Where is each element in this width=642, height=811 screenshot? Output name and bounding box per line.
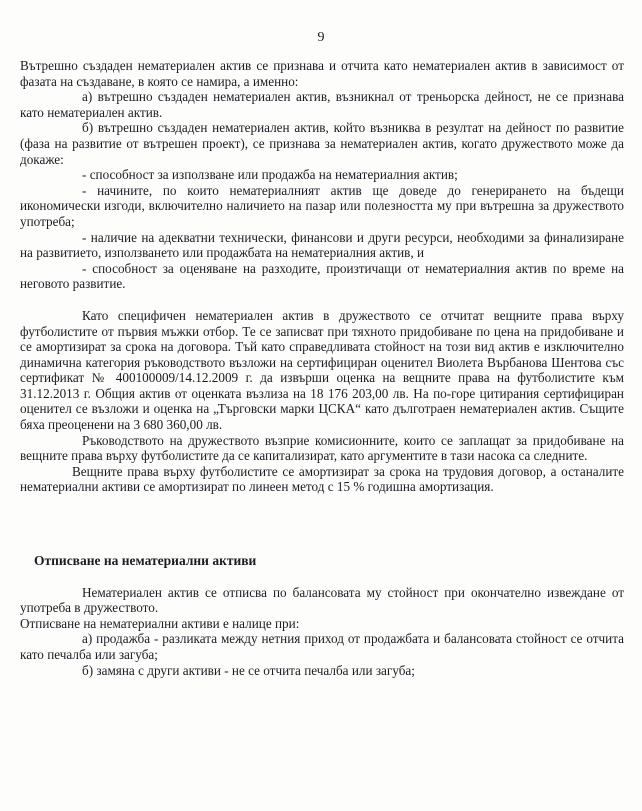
exchange-item: б) замяна с други активи - не се отчита печалба или загуба; [82,662,415,678]
amortization-paragraph: Вещните права върху футболистите се амортизират за срока на трудовия договор, а останалите нематериални активи се амортизират по линеен метод с 15 % годишна амортизация. [20,463,624,495]
bullet-item: - начините, по които нематериалният актив ще доведе до генерирането на бъдещи икономически изгоди, включително наличието на пазар или полезността му при вътрешна за дружеството употреба; [20,182,624,229]
bullet-item: - способност за оценяване на разходите, произтичащи от нематериалния актив по време на неговото развитие. [20,260,624,292]
bullet-item: - наличие на адекватни технически, финансови и други ресурси, необходими за финализиране на развитието, използването или продажбата на нематериалния актив, и [20,229,624,261]
item-b-paragraph: б) вътрешно създаден нематериален актив, който възниква в резултат на дейност по развитие (фаза на развитие от вътрешен проект), се признава за нематериален актив, когато дружеството може да докаже: [20,120,624,167]
bullet-item: - способност за използване или продажба на нематериалния актив; [82,167,458,183]
derecognition-cases-paragraph: Отписване на нематериални активи е налице при: [20,615,300,631]
page-number: 9 [317,30,325,45]
document-body [20,58,624,678]
sale-item: а) продажба - разликата между нетния приход от продажбата и балансовата стойност се отчита като печалба или загуба; [20,631,624,662]
section-heading: Отписване на нематериални активи [34,553,257,569]
specific-asset-paragraph: Като специфичен нематериален актив в дружеството се отчитат вещните права върху футболистите от първия мъжки отбор. Те се записват при тяхното придобиване по цена на придобиване и се амортизират за срока на договора. Тъй като справедливата стойност на този вид актив е изключително динамична категория ръководството възложи на сертифициран оценител Виолета Върбанова Шентова със сертификат № 400100009/14.12.2009 г. да извърши оценка на вещните права на футболистите към 31.12.2013 г. Общия актив от оценката възлиза на 18 176 203,00 лв. На по-горе цитирания сертифициран оценител се възложи и оценка на „Търговски марки ЦСКА“ като дълготраен нематериален актив. Същите бяха преоценени на 3 680 360,00 лв. [20,307,624,433]
item-a-paragraph: а) вътрешно създаден нематериален актив, възникнал от треньорска дейност, не се признава като нематериален актив. [20,89,624,120]
derecognition-paragraph: Нематериален актив се отписва по балансовата му стойност при окончателно извеждане от употреба в дружеството. [20,584,624,616]
intro-paragraph: Вътрешно създаден нематериален актив се признава и отчита като нематериален актив в зависимост от фазата на създаване, в която се намира, а именно: [20,58,624,89]
commissions-paragraph: Ръководството на дружеството възприе комисионните, които се заплащат за придобиване на вещните права върху футболистите да се капитализират, като аргументите в тази насока са следните. [20,432,624,464]
